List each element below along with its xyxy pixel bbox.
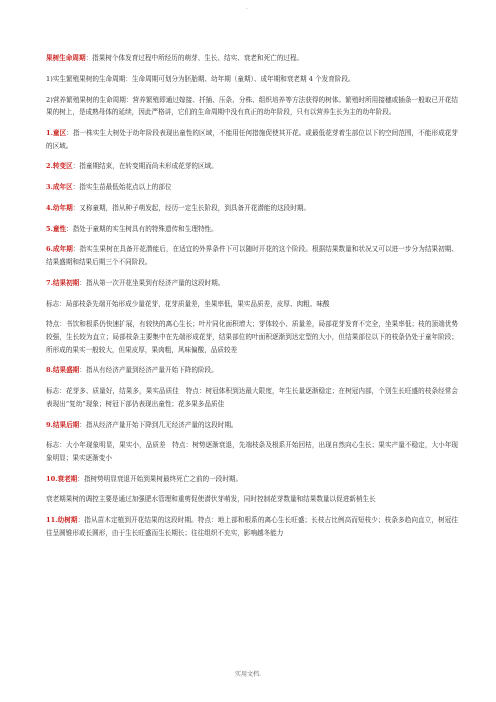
- term-label: 果树生命周期: [46, 54, 86, 62]
- paragraph-text: ：指实生果树在具备开花潜能后，在适宜的外界条件下可以随时开花的这个阶段。根据结果数量和状况又可以进一步分为结果初期、结果盛期和结果后期三个不同阶段。: [46, 245, 458, 267]
- paragraph: [46, 243, 458, 268]
- term-label: 7.结果初期: [46, 278, 80, 287]
- paragraph: [46, 298, 458, 311]
- paragraph: [46, 318, 458, 356]
- paragraph: [46, 514, 458, 539]
- term-label: 3.成年区: [46, 183, 73, 192]
- paragraph-text: ：指童期结束，在转变期而尚未形成花芽的区域。: [72, 162, 218, 171]
- page-footer: 实用文档.: [235, 671, 261, 678]
- paragraph: [46, 73, 458, 86]
- paragraph: [46, 181, 458, 194]
- header-mark: ·: [246, 6, 248, 13]
- paragraph-text: ：指从第一次开花坐果到有经济产量的这段时期。: [79, 278, 225, 287]
- paragraph: [46, 473, 458, 486]
- paragraph: [46, 127, 458, 152]
- paragraph-text: 标志：局部枝条先端开始形成少量花芽，花芽质量差，坐果率低，果实品质差，皮厚、肉粗、味酸: [46, 299, 330, 308]
- paragraph: [46, 493, 458, 506]
- paragraph: [46, 277, 458, 290]
- term-label: 9.结果后期: [46, 420, 80, 429]
- paragraph: [46, 419, 458, 432]
- paragraph-text: ：指树势明显衰退开始到果树最终死亡之前的一段时期。: [77, 474, 243, 483]
- paragraph-text: 标志：花芽多、质量好，结果多，果实品质佳 特点：树冠体积到达最大限度，年生长量逐渐稳定；在树冠内部，个别生长旺盛的枝条经常会表现出“复幼”现象；树冠下部仍表现出童性；花多果多品质佳: [46, 387, 458, 408]
- paragraph: [46, 94, 458, 119]
- paragraph-text: ：指果树个体发育过程中所经历的萌芽、生长、结实、衰老和死亡的过程。: [85, 54, 304, 62]
- paragraph-text: ：指实生苗最低始花点以上的部位: [72, 183, 172, 192]
- term-label: 5.童性: [46, 224, 67, 233]
- paragraph-text: ：又称童期，指从种子萌发起，经历一定生长阶段，到具备开花潜能的这段时期。: [72, 203, 311, 212]
- paragraph-text: ：指从苗木定植到开花结果的这段时期。特点：地上部和根系的离心生长旺盛；长枝占比例高而短枝少；枝条多趋向直立，树冠往往呈圆锥形或长圆形，由于生长旺盛而生长期长；往往组织不充实，影响越冬能力: [46, 516, 458, 537]
- paragraph-text: 1)实生繁殖果树的生命周期：生命周期可划分为胚胎期、幼年期（童期）、成年期和衰老期 4 个发育阶段。: [46, 74, 355, 83]
- term-label: 10.衰老期: [46, 474, 78, 483]
- term-label: 11.幼树期: [46, 516, 78, 525]
- term-label: 8.结果盛期: [46, 366, 80, 375]
- paragraph-text: 2)营养繁殖果树的生命周期：营养繁殖即通过嫁接、扦插、压条、分株、组织培养等方法获得的树体。繁殖时所用接穗或插条一般取已开花结果的树上，是成熟母体的延续，因此严格讲，它们的生命周期中没有真正的幼年阶段，只有以营养生长为主的幼年阶段。: [46, 95, 458, 117]
- term-label: 1.童区: [46, 128, 67, 137]
- paragraph-text: 特点：书饮和根系仍快速扩展，有较快的离心生长；叶片同化面积增大；芽体较小、质量差，局部花芽发育不完全，坐果率低；枝的顶端优势较强，生长较为直立；局部枝条主要集中在先端形成花芽，结果部位的叶面积逐渐到达定型的大小，但结果部位以下的枝条仍处于童年阶段；所形成的果实一般较大，但果皮厚，果肉粗，风味偏酸，品质较差: [46, 320, 458, 354]
- paragraph: [46, 52, 458, 65]
- paragraph: [46, 223, 458, 236]
- term-label: 6.成年期: [46, 245, 73, 254]
- paragraph-text: ：指从经济产量开始下降到几无经济产量的这段时期。: [79, 420, 238, 429]
- term-label: 4.幼年期: [46, 203, 73, 212]
- paragraph: [46, 364, 458, 377]
- paragraph: [46, 439, 458, 464]
- paragraph: [46, 202, 458, 215]
- paragraph-text: ：指从有经济产量到经济产量开始下降的阶段。: [79, 366, 218, 375]
- paragraph-text: 标志：大小年现象明显，果实小，品质差 特点：树势逐渐衰退，先端枝条及根系开始回枯，出现自然向心生长；果实产量不稳定，大小年现象明显；果实逐渐变小: [46, 441, 458, 462]
- term-label: 2.转变区: [46, 162, 73, 171]
- document-body: [46, 52, 458, 548]
- paragraph: [46, 385, 458, 410]
- paragraph-text: ：指一株实生大树处于幼年阶段表现出童性的区域，不能用任何措施促使其开花。或最低花芽着生部位以下的空间范围，不能形成花芽的区域。: [46, 128, 458, 150]
- paragraph-text: 衰老期果树的调控主要是通过加强肥水管理和重剪促使潜伏芽萌发，同时控制花芽数量和结果数量以促进新梢生长: [46, 495, 376, 504]
- paragraph-text: ：指处于童期的实生树具有的特殊遗传和生理特性。: [66, 224, 218, 233]
- paragraph: [46, 160, 458, 173]
